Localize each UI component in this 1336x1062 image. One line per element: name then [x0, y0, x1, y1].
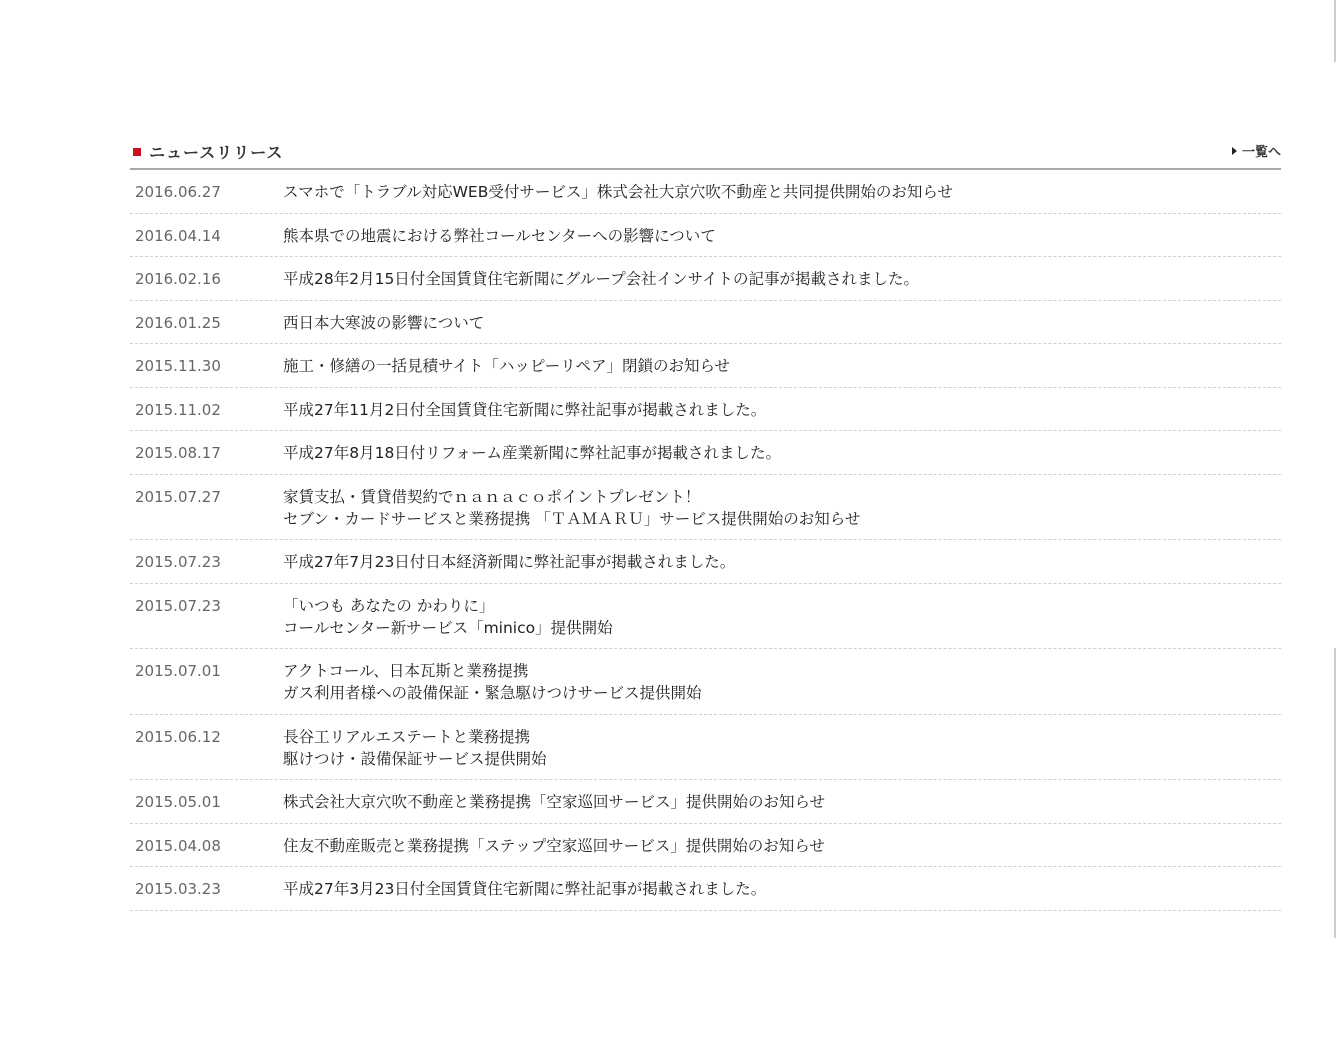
news-title-line: コールセンター新サービス「minico」提供開始 [283, 618, 613, 637]
red-square-icon [133, 148, 141, 156]
news-date: 2015.04.08 [135, 836, 221, 855]
news-date: 2015.11.30 [135, 357, 221, 375]
news-title-line: 家賃支払・賃貸借契約でｎａｎａｃｏポイントプレゼント！ [283, 487, 701, 506]
news-item [130, 540, 1281, 584]
news-title-line: 住友不動産販売と業務提携「ステップ空家巡回サービス」提供開始のお知らせ [283, 836, 825, 855]
news-link[interactable] [283, 660, 1281, 704]
news-item [130, 388, 1281, 432]
news-title-line: アクトコール、日本瓦斯と業務提携 [283, 662, 529, 680]
news-link[interactable] [283, 442, 1281, 464]
news-date: 2015.07.23 [135, 553, 221, 571]
news-item [130, 301, 1281, 345]
news-link[interactable] [283, 225, 1281, 247]
news-header [130, 134, 1281, 170]
news-item [130, 214, 1281, 258]
news-item [130, 715, 1281, 781]
news-title-line: 株式会社大京穴吹不動産と業務提携「空家巡回サービス」提供開始のお知らせ [283, 793, 826, 811]
news-title-line: 平成27年8月18日付リフォーム産業新聞に弊社記事が掲載されました。 [283, 444, 782, 462]
news-link[interactable] [283, 181, 1281, 203]
news-item [130, 431, 1281, 475]
news-title-line: 長谷工リアルエステートと業務提携 [283, 727, 531, 746]
news-link[interactable] [283, 835, 1281, 857]
news-date: 2015.11.02 [135, 400, 221, 419]
news-title-line: 施工・修繕の一括見積サイト「ハッピーリペア」閉鎖のお知らせ [283, 357, 731, 375]
news-title-line: 駆けつけ・設備保証サービス提供開始 [283, 749, 547, 768]
section-title-text: ニュースリリース [149, 143, 284, 162]
view-all-label: 一覧へ [1241, 145, 1281, 160]
news-item [130, 649, 1281, 715]
news-link[interactable] [283, 268, 1281, 290]
news-item [130, 344, 1281, 388]
news-item [130, 824, 1281, 868]
news-item [130, 257, 1281, 301]
news-title-line: 平成27年7月23日付日本経済新聞に弊社記事が掲載されました。 [283, 553, 736, 571]
news-date: 2016.06.27 [135, 183, 221, 201]
news-title-line: 平成27年11月2日付全国賃貸住宅新聞に弊社記事が掲載されました。 [283, 400, 767, 419]
news-date: 2015.07.01 [135, 662, 221, 680]
news-item [130, 475, 1281, 541]
news-title-line: セブン・カードサービスと業務提携 「ＴＡＭＡＲＵ」サービス提供開始のお知らせ [283, 509, 861, 528]
news-link[interactable] [283, 355, 1281, 377]
news-list [130, 170, 1281, 911]
view-all-link[interactable] [1232, 141, 1281, 160]
news-link[interactable] [283, 726, 1281, 770]
news-date: 2015.07.23 [135, 596, 221, 615]
news-title-line: 西日本大寒波の影響について [283, 313, 485, 332]
news-item [130, 584, 1281, 650]
news-title-line: 熊本県での地震における弊社コールセンターへの影響について [283, 226, 716, 245]
news-link[interactable] [283, 878, 1281, 900]
news-date: 2016.01.25 [135, 313, 221, 332]
news-link[interactable] [283, 551, 1281, 573]
news-date: 2015.03.23 [135, 880, 221, 898]
news-date: 2015.05.01 [135, 793, 221, 811]
news-item [130, 780, 1281, 824]
section-title [133, 140, 283, 163]
news-release-section [130, 134, 1281, 911]
news-title-line: 平成27年3月23日付全国賃貸住宅新聞に弊社記事が掲載されました。 [283, 880, 767, 898]
news-date: 2016.02.16 [135, 270, 221, 288]
news-date: 2015.06.12 [135, 727, 221, 746]
news-link[interactable] [283, 399, 1281, 421]
news-link[interactable] [283, 312, 1281, 334]
news-title-line: 「いつも あなたの かわりに」 [283, 596, 495, 615]
news-link[interactable] [283, 791, 1281, 813]
news-link[interactable] [283, 595, 1281, 639]
news-title-line: スマホで「トラブル対応WEB受付サービス」株式会社大京穴吹不動産と共同提供開始のお知らせ [283, 183, 953, 201]
news-link[interactable] [283, 486, 1281, 530]
news-date: 2015.08.17 [135, 444, 221, 462]
triangle-right-icon [1232, 147, 1237, 155]
news-title-line: 平成28年2月15日付全国賃貸住宅新聞にグループ会社インサイトの記事が掲載されました。 [283, 270, 919, 288]
news-date: 2015.07.27 [135, 487, 221, 506]
news-item [130, 170, 1281, 214]
news-title-line: ガス利用者様への設備保証・緊急駆けつけサービス提供開始 [283, 684, 702, 702]
news-item [130, 867, 1281, 911]
news-date: 2016.04.14 [135, 226, 221, 245]
